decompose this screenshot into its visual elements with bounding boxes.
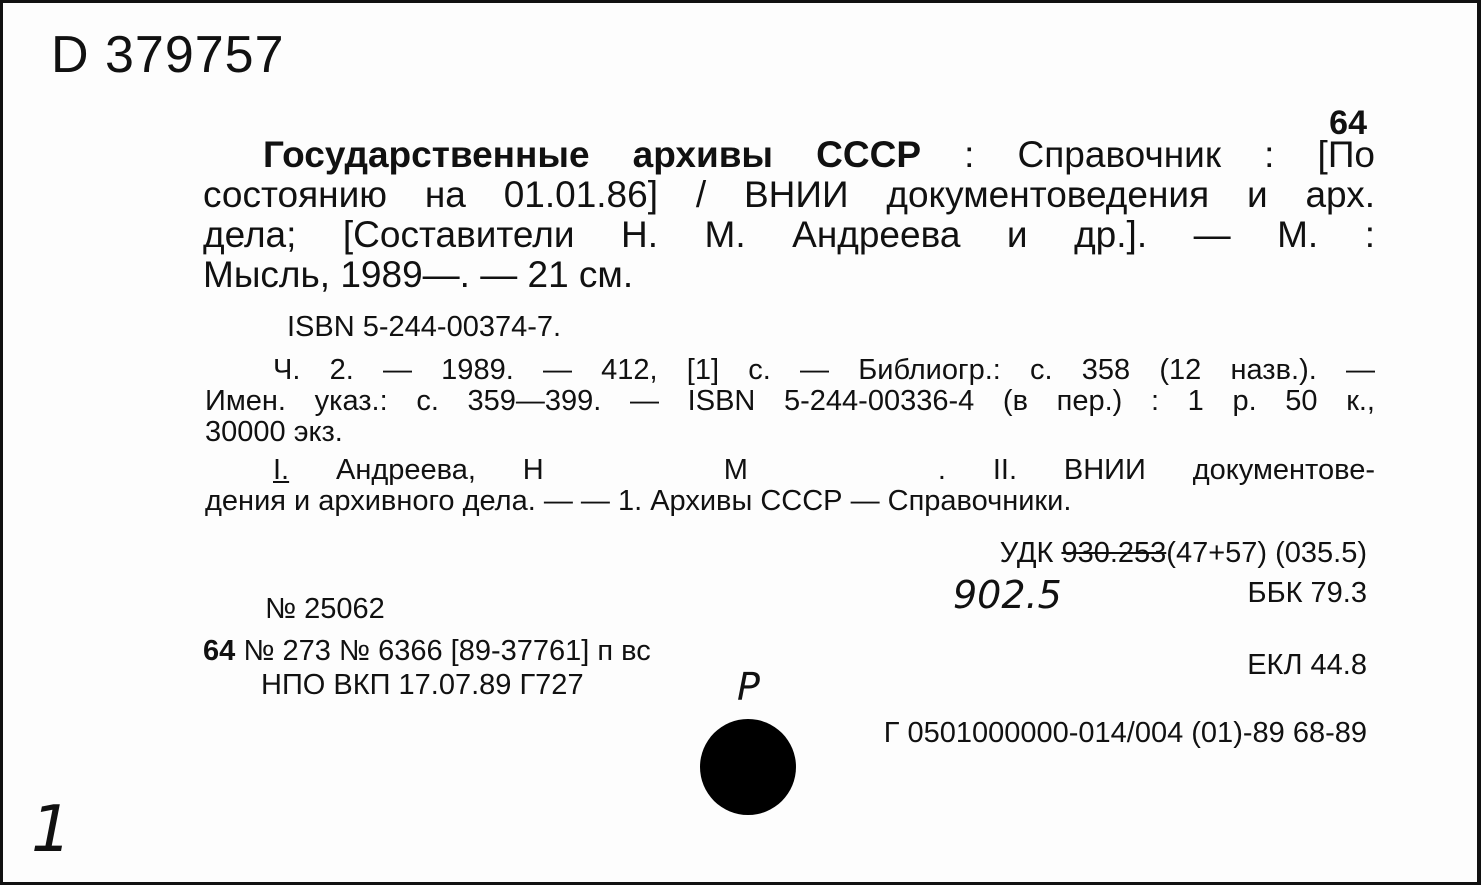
entry-line-1-rest: : Справочник : [По [921, 134, 1375, 175]
bbk-code: ББК 79.3 [1247, 577, 1367, 609]
part-description [205, 355, 1375, 448]
tracings [205, 455, 1375, 517]
inventory-number: D 379757 [51, 26, 285, 84]
g-code: Г 0501000000-014/004 (01)-89 68-89 [883, 717, 1367, 749]
tracing-name-part2: М [723, 454, 748, 486]
part-line-3: 30000 экз. [205, 416, 343, 448]
part-line-1: Ч. 2. — 1989. — 412, [1] с. — Библиогр.: с. 358 (12 назв.). — [273, 354, 1375, 386]
entry-line-2: состоянию на 01.01.86] / ВНИИ документоведения и арх. [203, 174, 1375, 215]
handwritten-one: 1 [31, 793, 72, 867]
udk-suffix: (47+57) (035.5) [1166, 537, 1367, 569]
udk-handwritten: 902.5 [953, 573, 1062, 617]
punch-hole-dot [700, 719, 796, 815]
udk-struck: 930.253 [1061, 537, 1167, 569]
tracing-line-2: дения и архивного дела. — — 1. Архивы СССР — Справочники. [205, 485, 1072, 517]
isbn-main: ISBN 5-244-00374-7. [287, 311, 562, 343]
handwritten-mark: Р [737, 665, 760, 709]
tracing-name-part1: Андреева, Н [289, 454, 544, 486]
page-number: 64 [1329, 104, 1367, 142]
number-line-2-rest: № 273 № 6366 [89-37761] п вс [235, 635, 651, 667]
entry-title: Государственные архивы СССР [263, 134, 921, 175]
bibliographic-entry [203, 135, 1375, 295]
number-line-2-bold: 64 [203, 635, 236, 667]
tracing-rest: . II. ВНИИ документове- [937, 454, 1375, 486]
entry-line-3: дела; [Составители Н. М. Андреева и др.]. — М. : [203, 214, 1375, 255]
udk-line [1000, 537, 1367, 569]
number-line-1: № 25062 [265, 593, 385, 625]
ekl-code: ЕКЛ 44.8 [1247, 649, 1367, 681]
entry-line-4: Мысль, 1989—. — 21 см. [203, 254, 634, 295]
udk-prefix: УДК [999, 537, 1062, 569]
number-line-3: НПО ВКП 17.07.89 Г727 [261, 669, 584, 701]
tracing-roman-one: I. [273, 454, 290, 486]
tracing-line-1 [205, 455, 1375, 486]
part-line-2: Имен. указ.: с. 359—399. — ISBN 5-244-00336-4 (в пер.) : 1 р. 50 к., [205, 385, 1375, 417]
entry-line-1 [203, 135, 1375, 175]
number-line-2 [203, 635, 651, 667]
